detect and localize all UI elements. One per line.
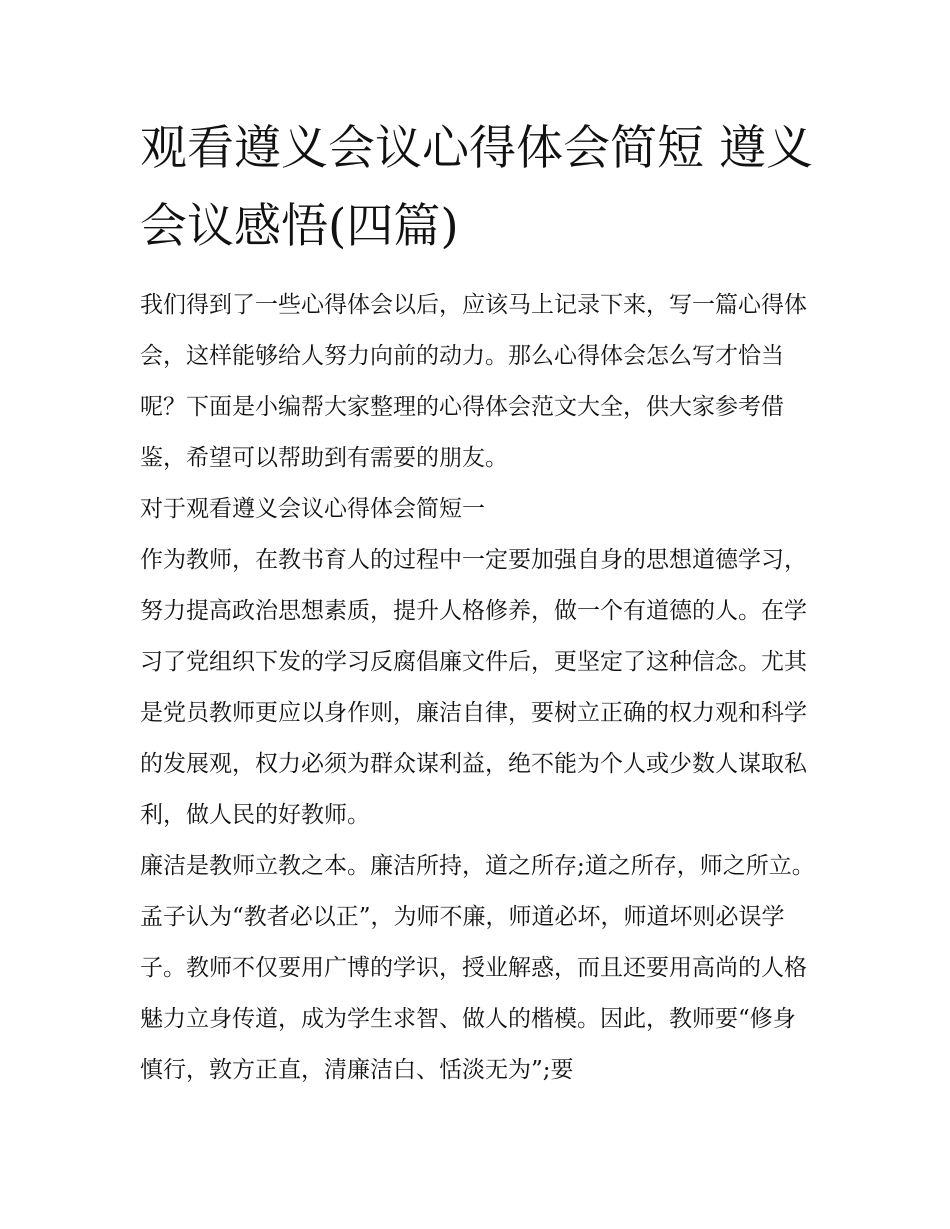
body-paragraph: 廉洁是教师立教之本。廉洁所持，道之所存;道之所存，师之所立。孟子认为“教者必以正”，为师不廉，师道必坏，师道坏则必误学子。教师不仅要用广博的学识，授业解惑，而且还要用高尚的人格魅力立身传道，成为学生求智、做人的楷模。因此，教师要“修身慎行，敦方正直，清廉洁白、恬淡无为”;要: [140, 853, 815, 1083]
document-title: 观看遵义会议心得体会简短 遵义会议感悟(四篇): [140, 121, 813, 254]
body-paragraph: 作为教师，在教书育人的过程中一定要加强自身的思想道德学习，努力提高政治思想素质，提升人格修养，做一个有道德的人。在学习了党组织下发的学习反腐倡廉文件后，更坚定了这种信念。尤其是党员教师更应以身作则，廉洁自律，要树立正确的权力观和科学的发展观，权力必须为群众谋利益，绝不能为个人或少数人谋取私利，做人民的好教师。: [140, 547, 807, 828]
intro-paragraph: 我们得到了一些心得体会以后，应该马上记录下来，写一篇心得体会，这样能够给人努力向前的动力。那么心得体会怎么写才恰当呢？下面是小编帮大家整理的心得体会范文大全，供大家参考借鉴，希望可以帮助到有需要的朋友。: [140, 292, 807, 471]
document-body: [140, 110, 815, 1096]
section-heading: 对于观看遵义会议心得体会简短一: [140, 496, 485, 522]
